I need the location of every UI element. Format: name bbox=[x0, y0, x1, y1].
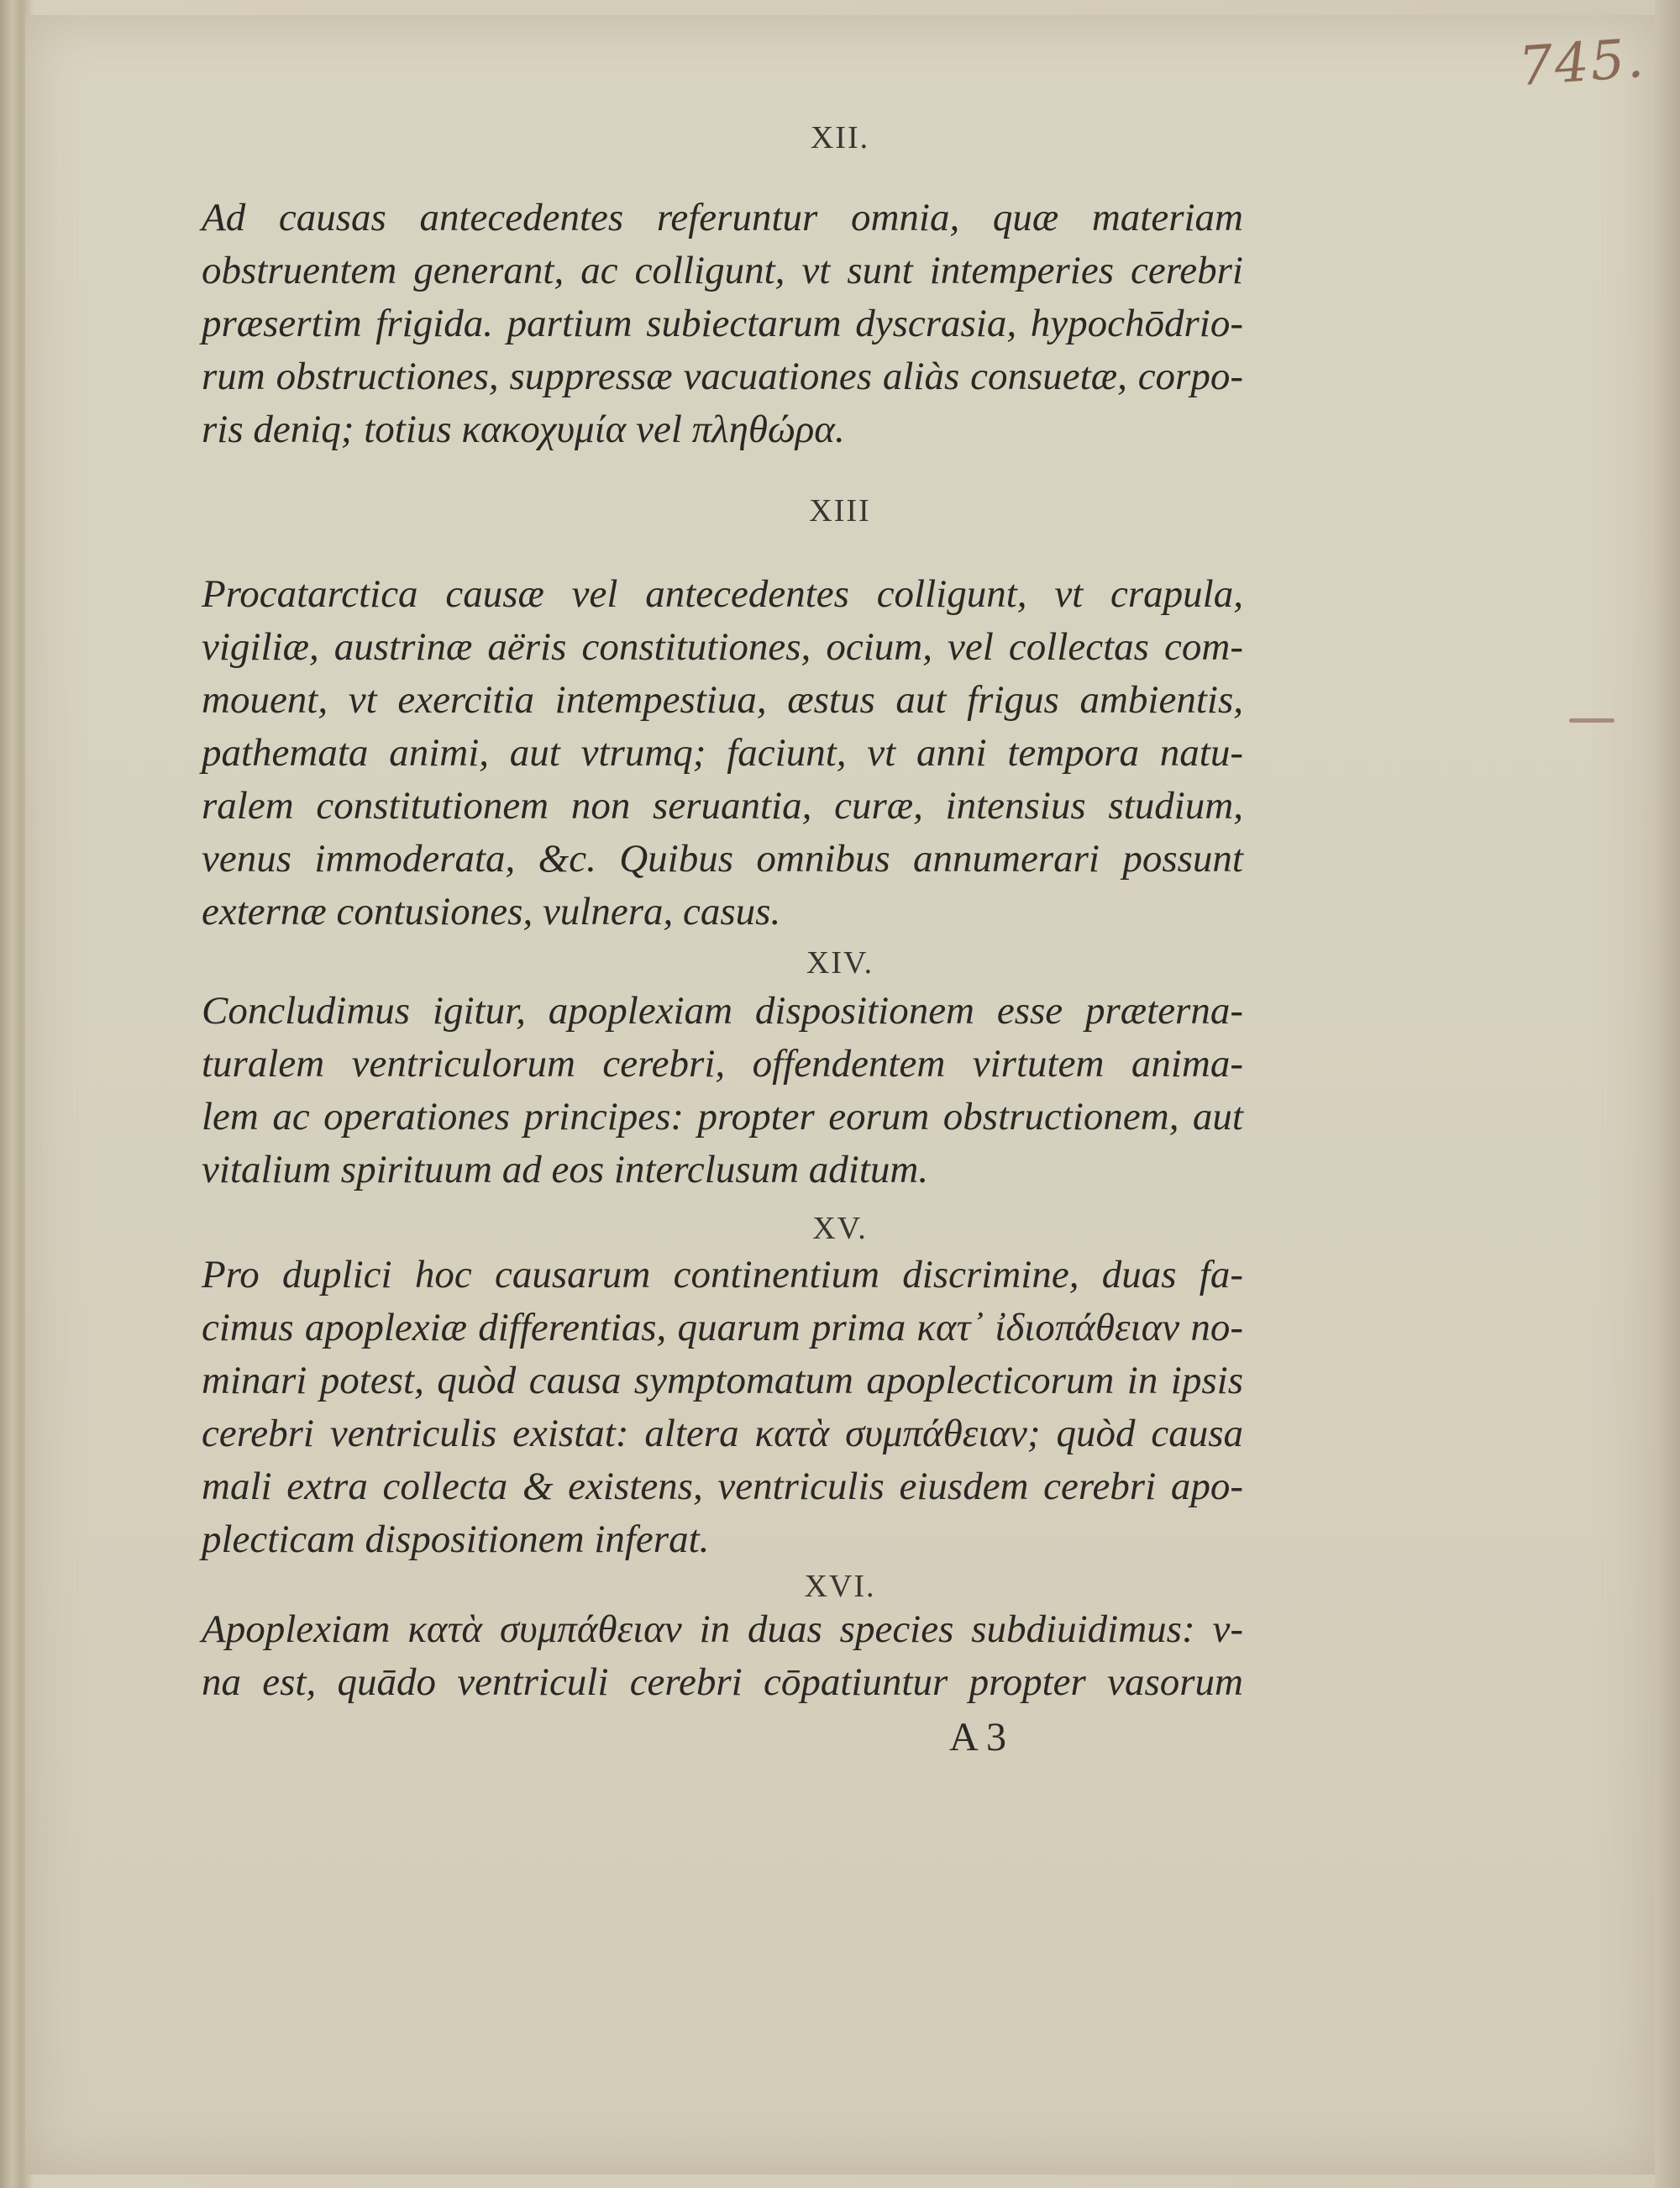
text-line: vigiliæ, austrinæ aëris constitutiones, ocium, vel collectas com- bbox=[202, 625, 1243, 669]
text-line: na est, quādo ventriculi cerebri cōpatiuntur propter vasorum bbox=[202, 1660, 1243, 1704]
text-line: externæ contusiones, vulnera, casus. bbox=[202, 890, 781, 934]
text-line: præsertim frigida. partium subiectarum dyscrasia, hypochōdrio- bbox=[202, 302, 1243, 345]
text-line: turalem ventriculorum cerebri, offendentem virtutem anima- bbox=[202, 1042, 1243, 1086]
text-line: plecticam dispositionem inferat. bbox=[202, 1517, 710, 1561]
text-line: Ad causas antecedentes referuntur omnia, quæ materiam bbox=[202, 196, 1243, 239]
text-line: cimus apoplexiæ differentias, quarum prima κατ᾽ ἰδιοπάθειαν no- bbox=[202, 1306, 1243, 1349]
text-line: venus immoderata, &c. Quibus omnibus annumerari possunt bbox=[202, 837, 1243, 881]
text-line: minari potest, quòd causa symptomatum apoplecticorum in ipsis bbox=[202, 1359, 1243, 1402]
text-line: Apoplexiam κατὰ συμπάθειαν in duas species subdiuidimus: v- bbox=[202, 1607, 1243, 1651]
text-line: lem ac operationes principes: propter eorum obstructionem, aut bbox=[202, 1095, 1243, 1139]
text-line: ris deniq; totius κακοχυμία vel πληθώρα. bbox=[202, 408, 845, 451]
page-edge bbox=[1655, 0, 1680, 2188]
section-paragraph-xiv bbox=[202, 985, 1243, 1197]
section-heading-xvi: XVI. bbox=[804, 1569, 876, 1604]
text-line: cerebri ventriculis existat: altera κατὰ συμπάθειαν; quòd causa bbox=[202, 1412, 1243, 1455]
section-heading-xii: XII. bbox=[810, 120, 870, 155]
ink-mark bbox=[1569, 718, 1614, 723]
text-line: Pro duplici hoc causarum continentium discrimine, duas fa- bbox=[202, 1253, 1243, 1296]
section-heading-xv: XV. bbox=[812, 1211, 868, 1246]
text-line: mouent, vt exercitia intempestiua, æstus aut frigus ambientis, bbox=[202, 678, 1243, 722]
folio-number: 745. bbox=[1516, 27, 1647, 99]
text-line: Concludimus igitur, apoplexiam dispositionem esse præterna- bbox=[202, 989, 1243, 1033]
text-line: ralem constitutionem non seruantia, curæ, intensius studium, bbox=[202, 784, 1243, 828]
text-line: Procatarctica causæ vel antecedentes colligunt, vt crapula, bbox=[202, 572, 1243, 616]
section-heading-xiii: XIII bbox=[809, 493, 871, 529]
text-line: obstruentem generant, ac colligunt, vt sunt intemperies cerebri bbox=[202, 249, 1243, 292]
section-paragraph-xiii bbox=[202, 568, 1243, 939]
section-paragraph-xii bbox=[202, 192, 1243, 456]
signature-mark: A 3 bbox=[949, 1715, 1007, 1759]
text-line: mali extra collecta & existens, ventriculis eiusdem cerebri apo- bbox=[202, 1465, 1243, 1508]
section-paragraph-xvi bbox=[202, 1603, 1243, 1709]
section-paragraph-xv bbox=[202, 1249, 1243, 1566]
section-heading-xiv: XIV. bbox=[806, 945, 874, 981]
text-line: rum obstructiones, suppressæ vacuationes aliàs consuetæ, corpo- bbox=[202, 355, 1243, 398]
text-line: vitalium spirituum ad eos interclusum aditum. bbox=[202, 1148, 929, 1191]
text-line: pathemata animi, aut vtrumq; faciunt, vt anni tempora natu- bbox=[202, 731, 1243, 775]
